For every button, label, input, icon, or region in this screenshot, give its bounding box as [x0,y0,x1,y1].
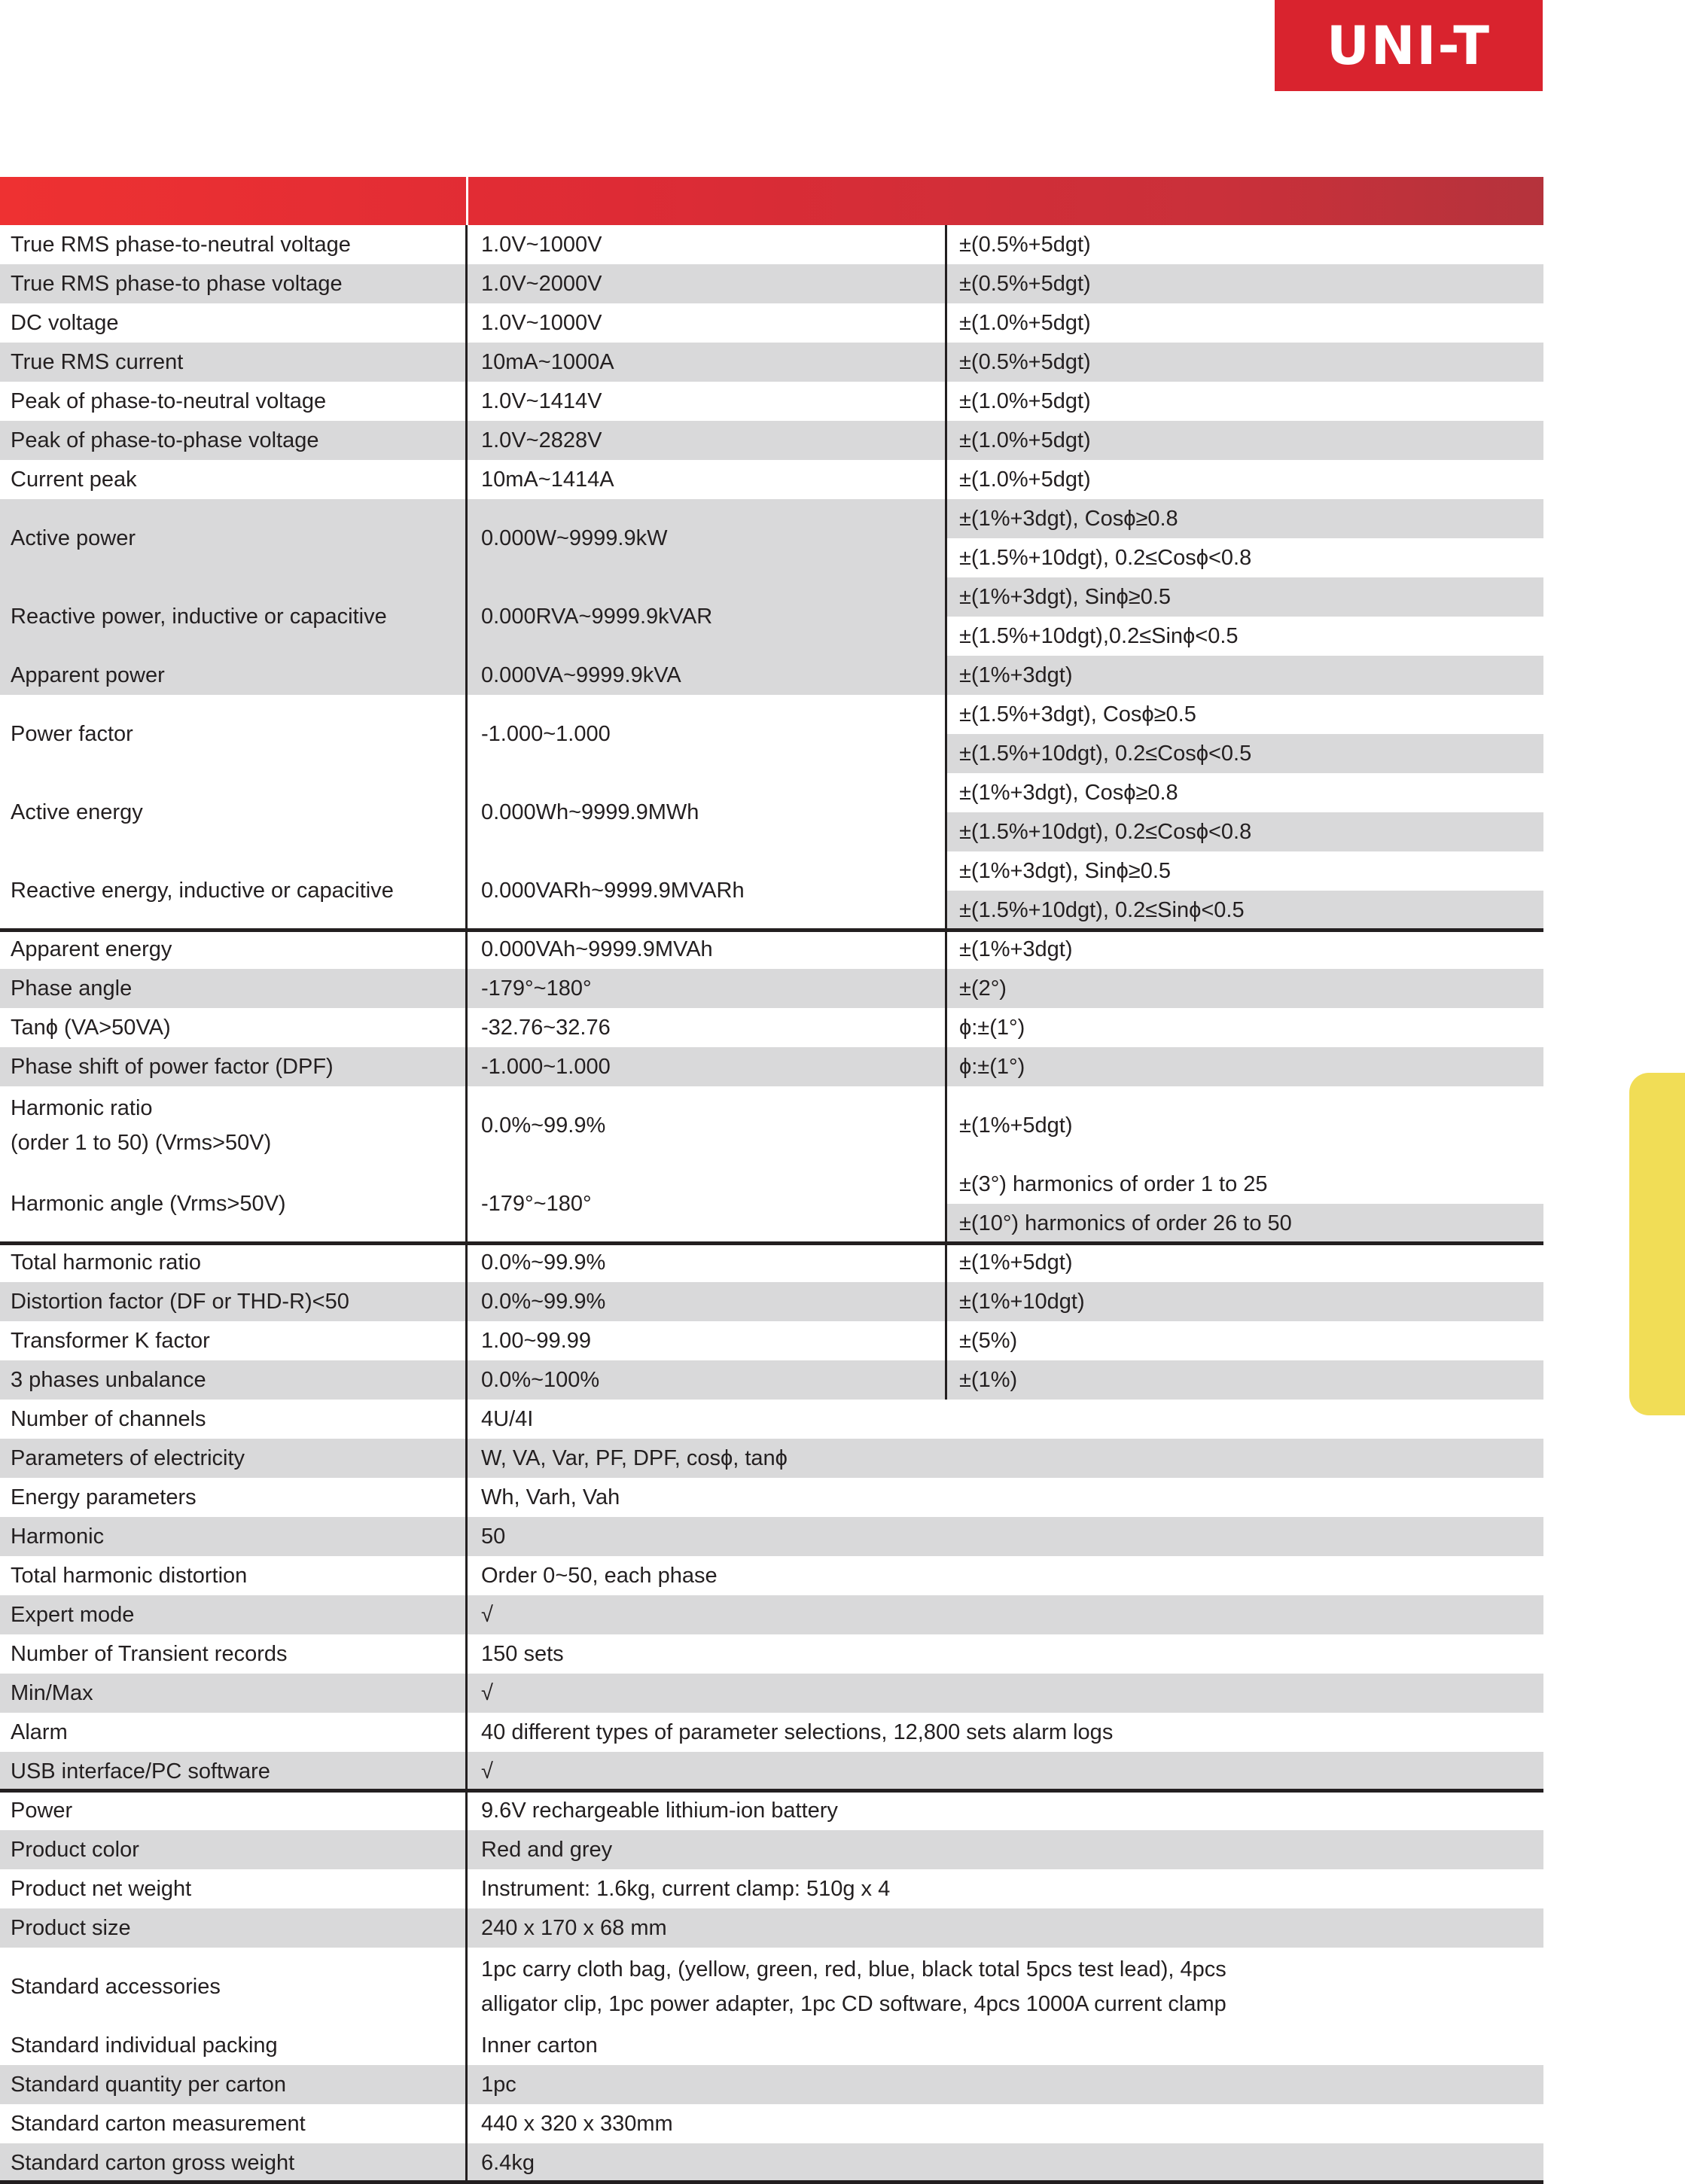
cell-text: 10mA~1000A [481,350,614,374]
range-cell [468,382,947,421]
cell-text: Total harmonic distortion [11,1564,248,1588]
cell-text: 150 sets [481,1642,564,1666]
value-cell [468,1869,1543,1908]
cell-text: 1.0V~2828V [481,428,602,452]
value-cell [468,1674,1543,1713]
accuracy-cell [947,851,1543,930]
cell-text: ±(1%) [959,1368,1018,1392]
range-cell [468,1321,947,1360]
cell-text: DC voltage [11,311,119,335]
cell-text: ±(1.0%+5dgt) [959,468,1091,492]
general-row [0,1869,1543,1908]
cell-text: Reactive power, inductive or capacitive [11,605,387,629]
cell-text: 1.0V~2000V [481,272,602,296]
cell-text: ±(0.5%+5dgt) [959,233,1091,257]
parameter-cell [0,343,468,382]
cell-text: 9.6V rechargeable lithium-ion battery [481,1799,838,1823]
cell-text: Red and grey [481,1838,613,1862]
accuracy-cell [947,577,1543,656]
spec-row [0,1165,1543,1243]
cell-text: 0.000VARh~9999.9MVARh [481,879,745,903]
accuracy-line [947,812,1543,851]
cell-text: True RMS phase-to phase voltage [11,272,343,296]
cell-text: 0.000VAh~9999.9MVAh [481,937,713,961]
accuracy-cell [947,1360,1543,1400]
cell-text: √ [481,1603,493,1627]
parameter-cell [0,1674,468,1713]
spec-row [0,1086,1543,1165]
spec-row [0,264,1543,303]
cell-text: ±(1%+5dgt) [959,1113,1073,1138]
value-cell [468,1634,1543,1674]
feature-row [0,1556,1543,1595]
parameter-cell [0,1360,468,1400]
accuracy-cell [947,264,1543,303]
feature-row [0,1400,1543,1439]
range-cell [468,1165,947,1243]
range-cell [468,1360,947,1400]
brand-logo [1275,0,1543,91]
cell-text: ±(1.5%+10dgt),0.2≤Sinϕ<0.5 [959,624,1239,648]
general-row [0,2065,1543,2104]
cell-text: Harmonic [11,1525,105,1549]
feature-row [0,1752,1543,1791]
general-row [0,1908,1543,1948]
accuracy-cell [947,1008,1543,1047]
cell-text: ±(1%+5dgt) [959,1250,1073,1275]
parameter-cell [0,264,468,303]
cell-text: Standard individual packing [11,2033,278,2058]
range-cell [468,225,947,264]
spec-row [0,225,1543,264]
accuracy-cell [947,1165,1543,1243]
spec-row [0,499,1543,577]
value-cell [468,1478,1543,1517]
range-cell [468,303,947,343]
accuracy-cell [947,1321,1543,1360]
cell-text: Standard carton measurement [11,2112,306,2136]
range-cell [468,577,947,656]
accuracy-cell [947,969,1543,1008]
cell-text: Product size [11,1916,131,1940]
parameter-cell [0,1086,468,1165]
spec-row [0,1243,1543,1282]
table-header-bar [0,177,1543,225]
cell-text: Phase angle [11,976,133,1001]
range-cell [468,695,947,773]
value-cell [468,2065,1543,2104]
accuracy-cell [947,695,1543,773]
accuracy-line [947,773,1543,812]
general-row [0,1948,1543,2026]
accuracy-line [947,734,1543,773]
feature-row [0,1517,1543,1556]
parameter-line: Harmonic ratio [11,1096,153,1120]
cell-text: W, VA, Var, PF, DPF, cosϕ, tanϕ [481,1446,788,1470]
cell-text: 0.0%~99.9% [481,1113,606,1138]
range-cell [468,499,947,577]
cell-text: Number of channels [11,1407,206,1431]
cell-text: 1.00~99.99 [481,1329,591,1353]
value-cell [468,1830,1543,1869]
parameter-cell [0,1869,468,1908]
range-cell [468,656,947,695]
parameter-cell [0,851,468,930]
range-cell [468,1008,947,1047]
cell-text: -32.76~32.76 [481,1016,611,1040]
value-cell [468,2026,1543,2065]
parameter-cell [0,1517,468,1556]
parameter-cell [0,1595,468,1634]
cell-text: Parameters of electricity [11,1446,245,1470]
cell-text: ϕ:±(1°) [959,1016,1025,1040]
range-cell [468,1047,947,1086]
cell-text: Peak of phase-to-phase voltage [11,428,319,452]
cell-text: Standard accessories [11,1975,221,1999]
cell-text: Product color [11,1838,139,1862]
parameter-cell [0,1165,468,1243]
accuracy-cell [947,421,1543,460]
spec-row [0,1321,1543,1360]
general-row [0,2104,1543,2143]
value-cell [468,1948,1543,2026]
cell-text: Min/Max [11,1681,93,1705]
range-cell [468,851,947,930]
cell-text: ±(1%+3dgt), Cosϕ≥0.8 [959,781,1178,805]
general-row [0,2143,1543,2182]
value-cell [468,1517,1543,1556]
accuracy-line [947,1165,1543,1204]
cell-text: Distortion factor (DF or THD-R)<50 [11,1290,349,1314]
range-cell [468,773,947,851]
accuracy-line [947,577,1543,617]
feature-row [0,1674,1543,1713]
parameter-cell [0,1830,468,1869]
parameter-cell [0,2065,468,2104]
feature-row [0,1634,1543,1674]
side-tab [1629,1073,1685,1415]
spec-row [0,303,1543,343]
spec-row [0,1282,1543,1321]
cell-text: ±(1%+3dgt), Sinϕ≥0.5 [959,859,1172,883]
cell-text: Current peak [11,468,137,492]
cell-text: -1.000~1.000 [481,722,611,746]
cell-text: Product net weight [11,1877,192,1901]
cell-text: Phase shift of power factor (DPF) [11,1055,334,1079]
cell-text: True RMS phase-to-neutral voltage [11,233,351,257]
spec-row [0,969,1543,1008]
cell-text: ±(1.0%+5dgt) [959,389,1091,413]
range-cell [468,969,947,1008]
cell-text: ±(0.5%+5dgt) [959,350,1091,374]
cell-text: ±(10°) harmonics of order 26 to 50 [959,1211,1292,1235]
cell-text: Inner carton [481,2033,598,2058]
cell-text: Active power [11,526,136,550]
cell-text: 0.000RVA~9999.9kVAR [481,605,713,629]
range-cell [468,1282,947,1321]
spec-row [0,460,1543,499]
cell-text: ±(1%+3dgt), Sinϕ≥0.5 [959,585,1172,609]
header-divider [466,177,468,225]
cell-text: Reactive energy, inductive or capacitive [11,879,394,903]
parameter-cell [0,1008,468,1047]
cell-text: Standard carton gross weight [11,2151,295,2175]
cell-text: Transformer K factor [11,1329,210,1353]
cell-text: ±(1.5%+10dgt), 0.2≤Cosϕ<0.8 [959,820,1252,844]
cell-text: Energy parameters [11,1485,197,1509]
cell-text: 0.000Wh~9999.9MWh [481,800,699,824]
parameter-cell [0,1948,468,2026]
cell-text: USB interface/PC software [11,1759,270,1783]
parameter-cell [0,930,468,969]
parameter-cell [0,2104,468,2143]
range-cell [468,343,947,382]
accuracy-cell [947,1243,1543,1282]
cell-text: Alarm [11,1720,68,1744]
parameter-cell [0,695,468,773]
cell-text: -179°~180° [481,1192,592,1216]
parameter-cell [0,225,468,264]
cell-text: Apparent energy [11,937,172,961]
cell-text: ±(3°) harmonics of order 1 to 25 [959,1172,1268,1196]
parameter-cell [0,2143,468,2182]
value-cell [468,1908,1543,1948]
cell-text: Power factor [11,722,133,746]
spec-row [0,695,1543,773]
cell-text: ±(1%+3dgt) [959,937,1073,961]
accuracy-line [947,538,1543,577]
cell-text: 40 different types of parameter selections, 12,800 sets alarm logs [481,1720,1114,1744]
cell-text: ±(0.5%+5dgt) [959,272,1091,296]
cell-text: Active energy [11,800,143,824]
feature-row [0,1478,1543,1517]
value-cell [468,1400,1543,1439]
accuracy-line [947,617,1543,656]
cell-text: -179°~180° [481,976,592,1001]
cell-text: True RMS current [11,350,184,374]
accuracy-cell [947,773,1543,851]
cell-text: 440 x 320 x 330mm [481,2112,673,2136]
parameter-cell [0,1634,468,1674]
cell-text: ±(1%+3dgt), Cosϕ≥0.8 [959,507,1178,531]
range-cell [468,264,947,303]
parameter-cell [0,1439,468,1478]
cell-text: 50 [481,1525,506,1549]
range-cell [468,460,947,499]
value-cell [468,1439,1543,1478]
general-row [0,2026,1543,2065]
parameter-cell [0,1791,468,1830]
feature-row [0,1713,1543,1752]
cell-text: √ [481,1681,493,1705]
cell-text: 6.4kg [481,2151,535,2175]
cell-text: ±(2°) [959,976,1007,1001]
cell-text: ±(1.5%+10dgt), 0.2≤Sinϕ<0.5 [959,898,1245,922]
accuracy-cell [947,1086,1543,1165]
accuracy-cell [947,460,1543,499]
spec-row [0,1047,1543,1086]
accuracy-cell [947,1282,1543,1321]
parameter-cell [0,460,468,499]
value-cell [468,2104,1543,2143]
cell-text: Power [11,1799,73,1823]
parameter-cell [0,1282,468,1321]
range-cell [468,1086,947,1165]
spec-row [0,577,1543,656]
table-body [0,225,1543,2182]
parameter-cell [0,421,468,460]
cell-text: ϕ:±(1°) [959,1055,1025,1079]
cell-text: ±(1.5%+3dgt), Cosϕ≥0.5 [959,702,1196,726]
cell-text: Harmonic angle (Vrms>50V) [11,1192,286,1216]
cell-text: 0.0%~99.9% [481,1290,606,1314]
spec-row [0,1360,1543,1400]
cell-text: 0.0%~100% [481,1368,600,1392]
parameter-multiline [11,1091,271,1160]
cell-text: -1.000~1.000 [481,1055,611,1079]
parameter-cell [0,1908,468,1948]
range-cell [468,1243,947,1282]
value-cell [468,2143,1543,2182]
cell-text: 0.000W~9999.9kW [481,526,668,550]
parameter-cell [0,577,468,656]
spec-row [0,773,1543,851]
cell-text: Wh, Varh, Vah [481,1485,620,1509]
parameter-cell [0,1478,468,1517]
cell-text: Tanϕ (VA>50VA) [11,1016,171,1040]
parameter-cell [0,656,468,695]
spec-row [0,851,1543,930]
cell-text: 0.000VA~9999.9kVA [481,663,681,687]
parameter-cell [0,773,468,851]
spec-table [0,177,1543,2182]
accuracy-cell [947,1047,1543,1086]
accuracy-cell [947,930,1543,969]
cell-text: ±(1.5%+10dgt), 0.2≤Cosϕ<0.8 [959,546,1252,570]
cell-text: Instrument: 1.6kg, current clamp: 510g x 4 [481,1877,891,1901]
feature-row [0,1439,1543,1478]
accuracy-cell [947,225,1543,264]
spec-row [0,382,1543,421]
accuracy-line [947,891,1543,930]
value-cell [468,1752,1543,1791]
cell-text: ±(1.0%+5dgt) [959,311,1091,335]
cell-text: Standard quantity per carton [11,2073,286,2097]
value-line: 1pc carry cloth bag, (yellow, green, red, blue, black total 5pcs test lead), 4pcs [481,1957,1226,1981]
spec-row [0,343,1543,382]
cell-text: ±(1.5%+10dgt), 0.2≤Cosϕ<0.5 [959,742,1252,766]
cell-text: Peak of phase-to-neutral voltage [11,389,327,413]
accuracy-cell [947,656,1543,695]
accuracy-cell [947,303,1543,343]
cell-text: 3 phases unbalance [11,1368,206,1392]
cell-text: Total harmonic ratio [11,1250,202,1275]
accuracy-cell [947,382,1543,421]
value-line: alligator clip, 1pc power adapter, 1pc CD software, 4pcs 1000A current clamp [481,1992,1226,2016]
general-row [0,1791,1543,1830]
cell-text: ±(5%) [959,1329,1018,1353]
spec-row [0,930,1543,969]
parameter-cell [0,382,468,421]
accuracy-line [947,1204,1543,1243]
accuracy-cell [947,499,1543,577]
parameter-cell [0,2026,468,2065]
parameter-cell [0,1400,468,1439]
parameter-cell [0,969,468,1008]
spec-row [0,421,1543,460]
parameter-cell [0,303,468,343]
accuracy-line [947,695,1543,734]
cell-text: ±(1%+10dgt) [959,1290,1085,1314]
accuracy-line [947,499,1543,538]
value-cell [468,1713,1543,1752]
cell-text: 10mA~1414A [481,468,614,492]
spec-row [0,1008,1543,1047]
accuracy-cell [947,343,1543,382]
value-cell [468,1791,1543,1830]
cell-text: 4U/4I [481,1407,534,1431]
value-cell [468,1556,1543,1595]
cell-text: Apparent power [11,663,165,687]
general-row [0,1830,1543,1869]
brand-logo-text: UNI-T [1327,14,1491,77]
parameter-cell [0,1243,468,1282]
cell-text: Number of Transient records [11,1642,288,1666]
feature-row [0,1595,1543,1634]
parameter-cell [0,499,468,577]
range-cell [468,930,947,969]
parameter-cell [0,1556,468,1595]
value-multiline [481,1952,1226,2021]
parameter-cell [0,1752,468,1791]
parameter-cell [0,1321,468,1360]
accuracy-line [947,851,1543,891]
cell-text: 1pc [481,2073,516,2097]
parameter-cell [0,1047,468,1086]
cell-text: 0.0%~99.9% [481,1250,606,1275]
spec-row [0,656,1543,695]
range-cell [468,421,947,460]
cell-text: Expert mode [11,1603,135,1627]
cell-text: ±(1%+3dgt) [959,663,1073,687]
cell-text: 1.0V~1000V [481,311,602,335]
parameter-line: (order 1 to 50) (Vrms>50V) [11,1131,272,1155]
cell-text: 240 x 170 x 68 mm [481,1916,667,1940]
cell-text: Order 0~50, each phase [481,1564,718,1588]
cell-text: ±(1.0%+5dgt) [959,428,1091,452]
cell-text: √ [481,1759,493,1783]
cell-text: 1.0V~1414V [481,389,602,413]
value-cell [468,1595,1543,1634]
parameter-cell [0,1713,468,1752]
cell-text: 1.0V~1000V [481,233,602,257]
